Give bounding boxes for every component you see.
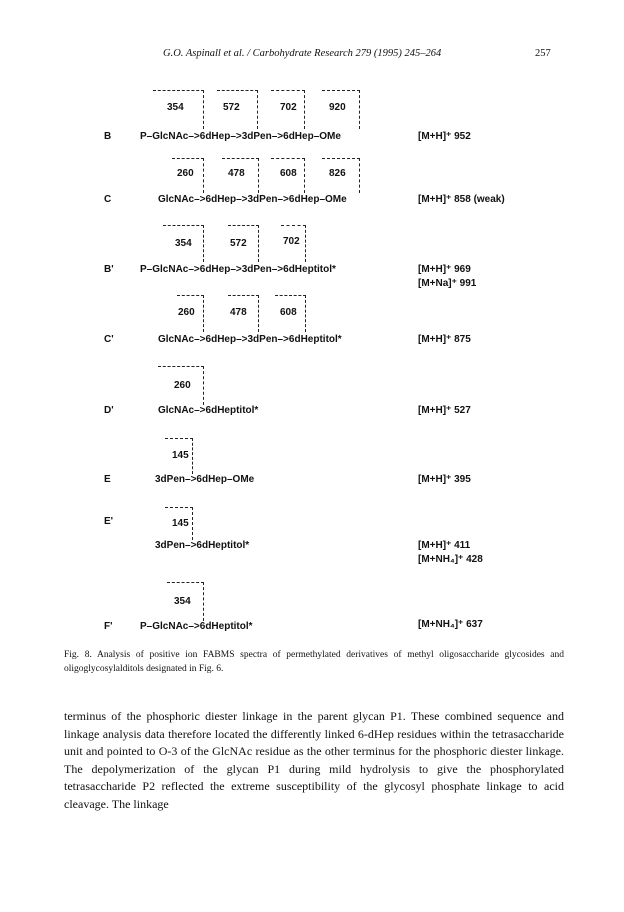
fragment-mass: 260	[174, 380, 191, 391]
sequence: GlcNAc–>6dHeptitol*	[158, 405, 259, 416]
fragment-mass: 354	[174, 596, 191, 607]
sequence: GlcNAc–>6dHep–>3dPen–>6dHeptitol*	[158, 334, 342, 345]
fragment-mass: 260	[178, 307, 195, 318]
row-label: B'	[104, 264, 114, 275]
figure-8	[0, 80, 624, 640]
page-number: 257	[535, 48, 551, 59]
fragment-mass: 826	[329, 168, 346, 179]
row-label: C	[104, 194, 112, 205]
ion-mass: [M+H]⁺ 411	[418, 540, 471, 551]
fragment-mass: 145	[172, 450, 189, 461]
fragment-mass: 354	[175, 238, 192, 249]
row-label: D'	[104, 405, 114, 416]
fragment-mass: 354	[167, 102, 184, 113]
running-head-citation: G.O. Aspinall et al. / Carbohydrate Research 279 (1995) 245–264	[163, 48, 442, 59]
sequence: 3dPen–>6dHep–OMe	[155, 474, 255, 485]
fragment-mass: 478	[228, 168, 245, 179]
sequence: P–GlcNAc–>6dHeptitol*	[140, 621, 253, 632]
row-label: E	[104, 474, 111, 485]
ion-mass: [M+H]⁺ 875	[418, 334, 471, 345]
fragment-mass: 702	[283, 236, 300, 247]
row-label: F'	[104, 621, 113, 632]
sequence: GlcNAc–>6dHep–>3dPen–>6dHep–OMe	[158, 194, 347, 205]
fragment-mass: 608	[280, 307, 297, 318]
sequence: P–GlcNAc–>6dHep–>3dPen–>6dHep–OMe	[140, 131, 341, 142]
fragment-mass: 702	[280, 102, 297, 113]
row-label: C'	[104, 334, 114, 345]
ion-mass: [M+NH₄]⁺ 637	[418, 619, 483, 630]
running-head	[0, 48, 624, 64]
row-label: B	[104, 131, 112, 142]
fragment-mass: 145	[172, 518, 189, 529]
fragment-mass: 478	[230, 307, 247, 318]
ion-mass: [M+H]⁺ 395	[418, 474, 471, 485]
body-paragraph: terminus of the phosphoric diester linkage in the parent glycan P1. These combined sequence and linkage analysis data therefore located the differently linked 6-dHep residues within the tetrasaccharide unit and pointed to O-3 of the GlcNAc residue as the other terminus for the phosphoric diester linkage. The depolymerization of the glycan P1 during mild hydrolysis to give the phosphorylated tetrasaccharide P2 reflected the extreme susceptibility of the glycosyl phosphate linkage to acid cleavage. The linkage	[64, 709, 564, 811]
ion-mass: [M+H]⁺ 527	[418, 405, 471, 416]
ion-mass: [M+NH₄]⁺ 428	[418, 554, 483, 565]
fragment-mass: 260	[177, 168, 194, 179]
sequence: P–GlcNAc–>6dHep–>3dPen–>6dHeptitol*	[140, 264, 336, 275]
fragment-mass: 572	[230, 238, 247, 249]
fragment-mass: 608	[280, 168, 297, 179]
ion-mass: [M+H]⁺ 858 (weak)	[418, 194, 505, 205]
row-label: E'	[104, 516, 114, 527]
sequence: 3dPen–>6dHeptitol*	[155, 540, 250, 551]
ion-mass: [M+H]⁺ 952	[418, 131, 471, 142]
ion-mass: [M+H]⁺ 969	[418, 264, 471, 275]
fragment-mass: 920	[329, 102, 346, 113]
ion-mass: [M+Na]⁺ 991	[418, 278, 477, 289]
fragment-mass: 572	[223, 102, 240, 113]
figure-caption: Fig. 8. Analysis of positive ion FABMS spectra of permethylated derivatives of methyl oligosaccharide glycosides and oligoglycosylalditols designated in Fig. 6.	[64, 650, 564, 674]
